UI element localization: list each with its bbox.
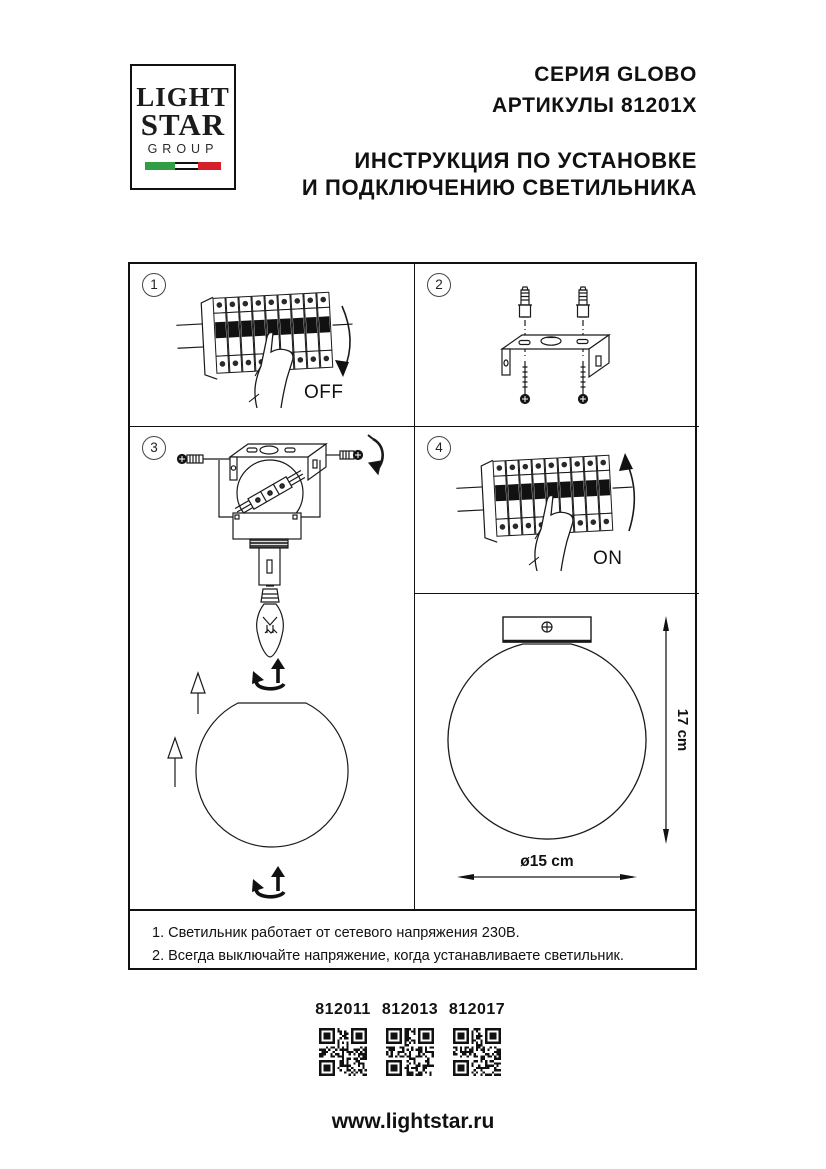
assembly-illustration bbox=[130, 427, 415, 909]
document-header bbox=[302, 62, 697, 201]
on-label: ON bbox=[593, 548, 623, 569]
step-number-1: 1 bbox=[142, 273, 166, 297]
step-number-4: 4 bbox=[427, 436, 451, 460]
off-label: OFF bbox=[304, 382, 344, 403]
dimensions-drawing bbox=[415, 594, 699, 909]
instruction-steps-grid bbox=[128, 262, 697, 970]
step-number-2: 2 bbox=[427, 273, 451, 297]
note-2: 2. Всегда выключайте напряжение, когда устанавливаете светильник. bbox=[152, 948, 624, 964]
diameter-dimension-label: ø15 cm bbox=[520, 853, 574, 870]
product-qr-codes bbox=[315, 1001, 506, 1076]
title-line-2: И ПОДКЛЮЧЕНИЮ СВЕТИЛЬНИКА bbox=[301, 175, 697, 200]
breaker-on-illustration bbox=[415, 427, 699, 594]
logo-light: LIGHT bbox=[136, 82, 230, 112]
qr-code-image bbox=[386, 1028, 434, 1076]
series-name: СЕРИЯ GLOBO bbox=[534, 63, 697, 86]
safety-notes bbox=[130, 909, 695, 968]
note-1: 1. Светильник работает от сетевого напряжения 230В. bbox=[152, 925, 520, 941]
height-dimension-label: 17 cm bbox=[674, 708, 691, 752]
website-url: www.lightstar.ru bbox=[331, 1110, 495, 1133]
step-panel-1 bbox=[130, 264, 415, 427]
qr-item bbox=[315, 1001, 371, 1076]
dimensions-panel bbox=[415, 594, 699, 909]
step-number-3: 3 bbox=[142, 436, 166, 460]
logo-star: STAR bbox=[140, 107, 226, 142]
document-title bbox=[302, 147, 697, 201]
qr-code-image bbox=[319, 1028, 367, 1076]
mounting-bracket-illustration bbox=[415, 264, 699, 427]
step-panel-4 bbox=[415, 427, 699, 594]
title-line-1: ИНСТРУКЦИЯ ПО УСТАНОВКЕ bbox=[354, 148, 697, 173]
qr-article-label: 812013 bbox=[381, 1001, 439, 1018]
step-panel-2 bbox=[415, 264, 699, 427]
qr-article-label: 812017 bbox=[448, 1001, 506, 1018]
qr-code-image bbox=[453, 1028, 501, 1076]
qr-item bbox=[448, 1001, 506, 1076]
italian-flag-stripe bbox=[145, 162, 221, 170]
logo-group: GROUP bbox=[147, 142, 219, 156]
qr-item bbox=[381, 1001, 439, 1076]
qr-article-label: 812011 bbox=[315, 1001, 371, 1018]
breaker-off-illustration bbox=[130, 264, 415, 427]
article-numbers: АРТИКУЛЫ 81201X bbox=[492, 94, 697, 117]
lightstar-logo bbox=[130, 64, 236, 190]
step-panel-3 bbox=[130, 427, 415, 909]
